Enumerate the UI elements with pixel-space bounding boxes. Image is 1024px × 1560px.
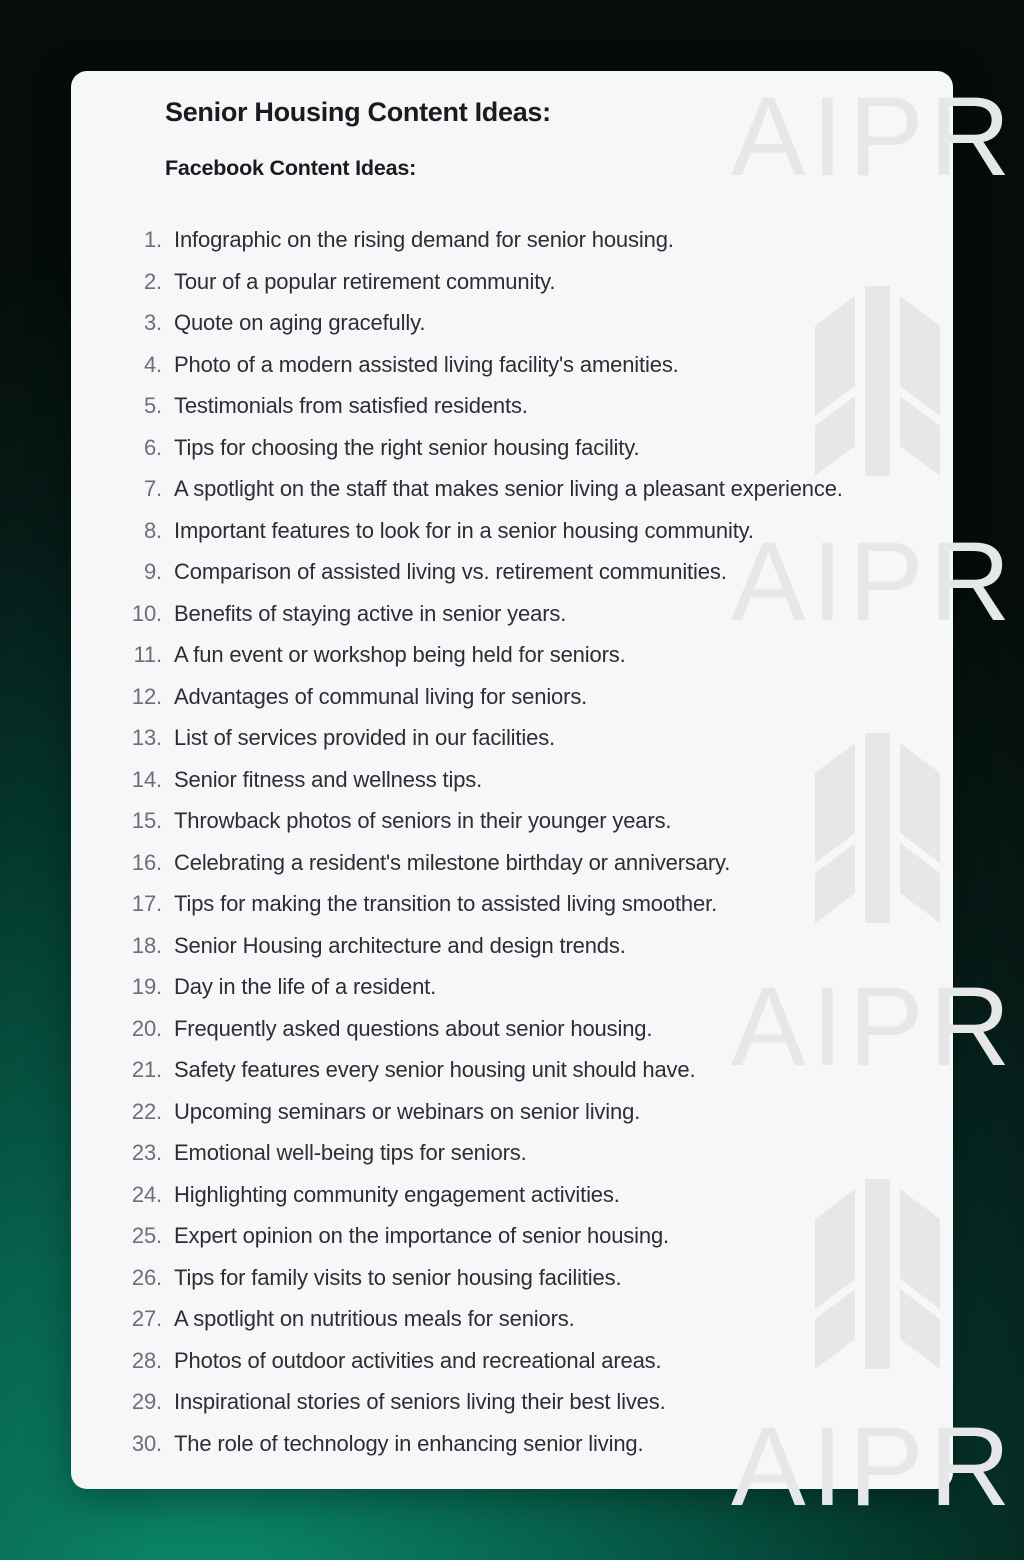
list-item-number: 6. (143, 434, 162, 460)
list-item-text: Senior Housing architecture and design trends. (174, 932, 626, 958)
list-item-number: 24. (131, 1181, 162, 1207)
list-item-number: 20. (131, 1015, 162, 1041)
list-item-text: Expert opinion on the importance of senior housing. (174, 1223, 669, 1248)
list-item-text: Safety features every senior housing unit should have. (174, 1057, 696, 1082)
list-item-number-wrap (71, 302, 162, 344)
list-item-text: Upcoming seminars or webinars on senior living. (174, 1098, 641, 1124)
list-item-number-wrap (71, 842, 162, 884)
list-item-text: Testimonials from satisfied residents. (174, 393, 528, 418)
list-item-number: 10. (131, 600, 162, 626)
list-item-number: 27. (131, 1306, 162, 1331)
list-item-number-wrap (71, 1174, 162, 1216)
list-item-number: 25. (131, 1223, 162, 1248)
list-item-number-wrap (71, 925, 162, 967)
list-item-text: Tips for family visits to senior housing facilities. (174, 1264, 622, 1290)
list-item-number-wrap (71, 1049, 162, 1091)
list-item-number: 29. (131, 1389, 162, 1414)
list-item-number: 26. (131, 1264, 162, 1290)
content-card (71, 71, 1017, 1529)
list-item-number: 5. (143, 393, 162, 418)
list-item-text: Day in the life of a resident. (174, 974, 437, 999)
list-item-number-wrap (71, 468, 162, 510)
watermark-logo-icon (815, 733, 965, 933)
list-item-text: Tour of a popular retirement community. (174, 268, 556, 294)
list-item-text: Important features to look for in a senior housing community. (174, 517, 754, 543)
list-item-number-wrap (71, 676, 162, 718)
list-item-number: 4. (143, 351, 162, 377)
section-heading: Facebook Content Ideas: (165, 156, 417, 180)
list-item-text: List of services provided in our facilities. (174, 725, 556, 750)
list-item-text: Celebrating a resident's milestone birthday or anniversary. (174, 849, 731, 875)
list-item-number-wrap (71, 1091, 162, 1133)
list-item-text: Benefits of staying active in senior years. (174, 600, 567, 626)
watermark-text: AIPR (731, 519, 1017, 644)
list-item-text: Tips for choosing the right senior housing facility. (174, 434, 640, 460)
list-item-text: Tips for making the transition to assisted living smoother. (174, 891, 718, 916)
list-item-number: 17. (131, 891, 162, 916)
list-item-text: Infographic on the rising demand for senior housing. (174, 227, 674, 252)
list-item-text: Photo of a modern assisted living facility's amenities. (174, 351, 679, 377)
list-item-number: 18. (131, 932, 162, 958)
list-item-number-wrap (71, 1257, 162, 1299)
list-item-number-wrap (71, 1340, 162, 1382)
list-item-number-wrap (71, 800, 162, 842)
list-item-number: 7. (143, 476, 162, 501)
list-item-number-wrap (71, 1132, 162, 1174)
list-item-number: 3. (143, 310, 162, 335)
list-item-number: 16. (131, 849, 162, 875)
list-item-number: 28. (131, 1347, 162, 1373)
list-item-number: 22. (131, 1098, 162, 1124)
list-item-number: 9. (143, 559, 162, 584)
list-item-number: 19. (131, 974, 162, 999)
watermark-logo-icon (815, 1179, 965, 1379)
list-item-text: Photos of outdoor activities and recreational areas. (174, 1347, 662, 1373)
list-item-number-wrap (71, 634, 162, 676)
list-item-number-wrap (71, 344, 162, 386)
list-item-text: Highlighting community engagement activities. (174, 1181, 620, 1207)
list-item-text: Frequently asked questions about senior housing. (174, 1015, 653, 1041)
list-item-text: Throwback photos of seniors in their younger years. (174, 808, 672, 833)
list-item-number-wrap (71, 1298, 162, 1340)
list-item-number: 12. (131, 683, 162, 709)
list-item-number: 15. (131, 808, 162, 833)
page-title: Senior Housing Content Ideas: (165, 97, 551, 127)
list-item-number: 1. (143, 227, 162, 252)
list-item-number: 2. (143, 268, 162, 294)
list-item-number-wrap (71, 1381, 162, 1423)
list-item-number: 23. (131, 1140, 162, 1165)
list-item-text: A spotlight on nutritious meals for seniors. (174, 1306, 575, 1331)
list-item-text: A fun event or workshop being held for seniors. (174, 642, 626, 667)
list-item-number-wrap (71, 1008, 162, 1050)
list-item-number-wrap (71, 966, 162, 1008)
list-item-text: A spotlight on the staff that makes senior living a pleasant experience. (174, 476, 843, 501)
list-item-number-wrap (71, 759, 162, 801)
list-item-text: Senior fitness and wellness tips. (174, 766, 483, 792)
list-item-text: Quote on aging gracefully. (174, 310, 426, 335)
list-item-number-wrap (71, 593, 162, 635)
list-item-number: 21. (131, 1057, 162, 1082)
list-item-number-wrap (71, 883, 162, 925)
list-item-number: 11. (133, 642, 162, 667)
list-item-number-wrap (71, 385, 162, 427)
list-item-number-wrap (71, 427, 162, 469)
watermark-text: AIPR (731, 74, 1017, 199)
list-item-number: 13. (131, 725, 162, 750)
list-item-number: 14. (131, 766, 162, 792)
list-item-number-wrap (71, 717, 162, 759)
list-item-number-wrap (71, 219, 162, 261)
list-item-text: Comparison of assisted living vs. retirement communities. (174, 559, 727, 584)
list-item-text: Inspirational stories of seniors living their best lives. (174, 1389, 666, 1414)
list-item-text: Emotional well-being tips for seniors. (174, 1140, 527, 1165)
watermark-text: AIPR (731, 1404, 1017, 1529)
list-item-number-wrap (71, 551, 162, 593)
list-item-number-wrap (71, 1423, 162, 1465)
list-item-number-wrap (71, 510, 162, 552)
watermark-text: AIPR (731, 964, 1017, 1089)
list-item-text: Advantages of communal living for seniors. (174, 683, 588, 709)
list-item-number: 30. (131, 1430, 162, 1456)
list-item-number-wrap (71, 261, 162, 303)
watermark-logo-icon (815, 286, 965, 486)
list-item-number-wrap (71, 1215, 162, 1257)
list-item-text: The role of technology in enhancing senior living. (174, 1430, 644, 1456)
list-item-number: 8. (143, 517, 162, 543)
